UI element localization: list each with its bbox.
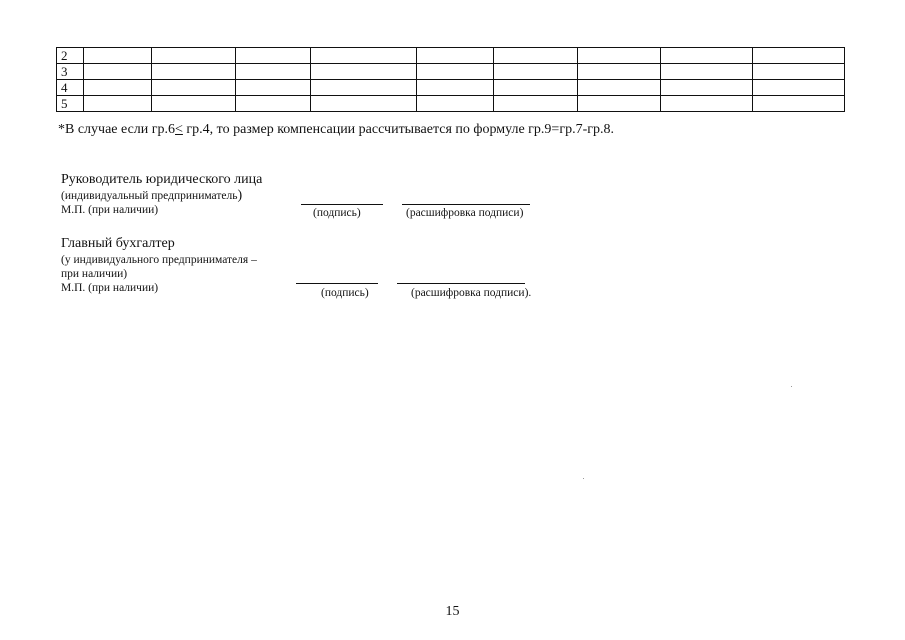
accountant-decode-line bbox=[397, 283, 525, 284]
accountant-title: Главный бухгалтер bbox=[61, 236, 175, 251]
table-cell bbox=[417, 64, 494, 80]
table-cell bbox=[494, 48, 578, 64]
table-cell bbox=[661, 80, 753, 96]
data-table bbox=[56, 47, 845, 112]
table-cell bbox=[84, 48, 152, 64]
accountant-subtitle-1: (у индивидуального предпринимателя – bbox=[61, 254, 257, 266]
table-cell bbox=[753, 48, 845, 64]
table-cell bbox=[236, 48, 311, 64]
table-cell bbox=[494, 96, 578, 112]
head-subtitle-paren: ) bbox=[237, 188, 243, 203]
head-signature-line bbox=[301, 204, 383, 205]
table-cell bbox=[84, 64, 152, 80]
table-cell bbox=[417, 80, 494, 96]
scan-speck bbox=[791, 386, 792, 387]
row-number: 5 bbox=[57, 96, 84, 112]
table-cell bbox=[578, 96, 661, 112]
footnote-text-start: *В случае если гр.6 bbox=[58, 122, 176, 137]
accountant-signature-block bbox=[61, 236, 257, 295]
table-cell bbox=[753, 80, 845, 96]
table-row bbox=[57, 48, 845, 64]
table-cell bbox=[236, 80, 311, 96]
table-cell bbox=[84, 96, 152, 112]
table-cell bbox=[84, 80, 152, 96]
table-cell bbox=[661, 64, 753, 80]
table-cell bbox=[578, 64, 661, 80]
table-cell bbox=[417, 96, 494, 112]
table-cell bbox=[753, 96, 845, 112]
table-cell bbox=[311, 64, 417, 80]
head-subtitle bbox=[61, 189, 262, 203]
scan-speck bbox=[583, 478, 584, 479]
head-stamp-label: М.П. (при наличии) bbox=[61, 204, 159, 216]
table-cell bbox=[753, 64, 845, 80]
table-cell bbox=[152, 96, 236, 112]
accountant-signature-line bbox=[296, 283, 378, 284]
head-signature-block bbox=[61, 172, 262, 217]
table-row bbox=[57, 64, 845, 80]
table-cell bbox=[236, 96, 311, 112]
footnote-text-end: гр.4, то размер компенсации рассчитывается по формуле гр.9=гр.7-гр.8. bbox=[182, 122, 614, 137]
table-cell bbox=[494, 80, 578, 96]
head-decode-line bbox=[402, 204, 530, 205]
table-cell bbox=[578, 80, 661, 96]
table-row bbox=[57, 96, 845, 112]
table-cell bbox=[311, 96, 417, 112]
table-cell bbox=[661, 48, 753, 64]
head-title: Руководитель юридического лица bbox=[61, 172, 263, 187]
table-cell bbox=[494, 64, 578, 80]
row-number: 4 bbox=[57, 80, 84, 96]
table-cell bbox=[417, 48, 494, 64]
table-cell bbox=[661, 96, 753, 112]
row-number: 3 bbox=[57, 64, 84, 80]
row-number: 2 bbox=[57, 48, 84, 64]
footnote bbox=[58, 122, 614, 138]
table-cell bbox=[236, 64, 311, 80]
head-decode-caption: (расшифровка подписи) bbox=[406, 207, 524, 219]
accountant-subtitle-2: при наличии) bbox=[61, 268, 128, 280]
head-subtitle-text: (индивидуальный предприниматель bbox=[61, 190, 238, 202]
table-cell bbox=[152, 64, 236, 80]
less-equal-symbol: < bbox=[175, 122, 183, 137]
table-cell bbox=[311, 48, 417, 64]
page-number: 15 bbox=[445, 604, 460, 619]
table-row bbox=[57, 80, 845, 96]
table-cell bbox=[311, 80, 417, 96]
accountant-signature-caption: (подпись) bbox=[321, 287, 369, 299]
table-cell bbox=[152, 48, 236, 64]
table-cell bbox=[152, 80, 236, 96]
accountant-decode-caption: (расшифровка подписи). bbox=[411, 287, 532, 299]
table-cell bbox=[578, 48, 661, 64]
head-signature-caption: (подпись) bbox=[313, 207, 361, 219]
accountant-stamp-label: М.П. (при наличии) bbox=[61, 282, 159, 294]
